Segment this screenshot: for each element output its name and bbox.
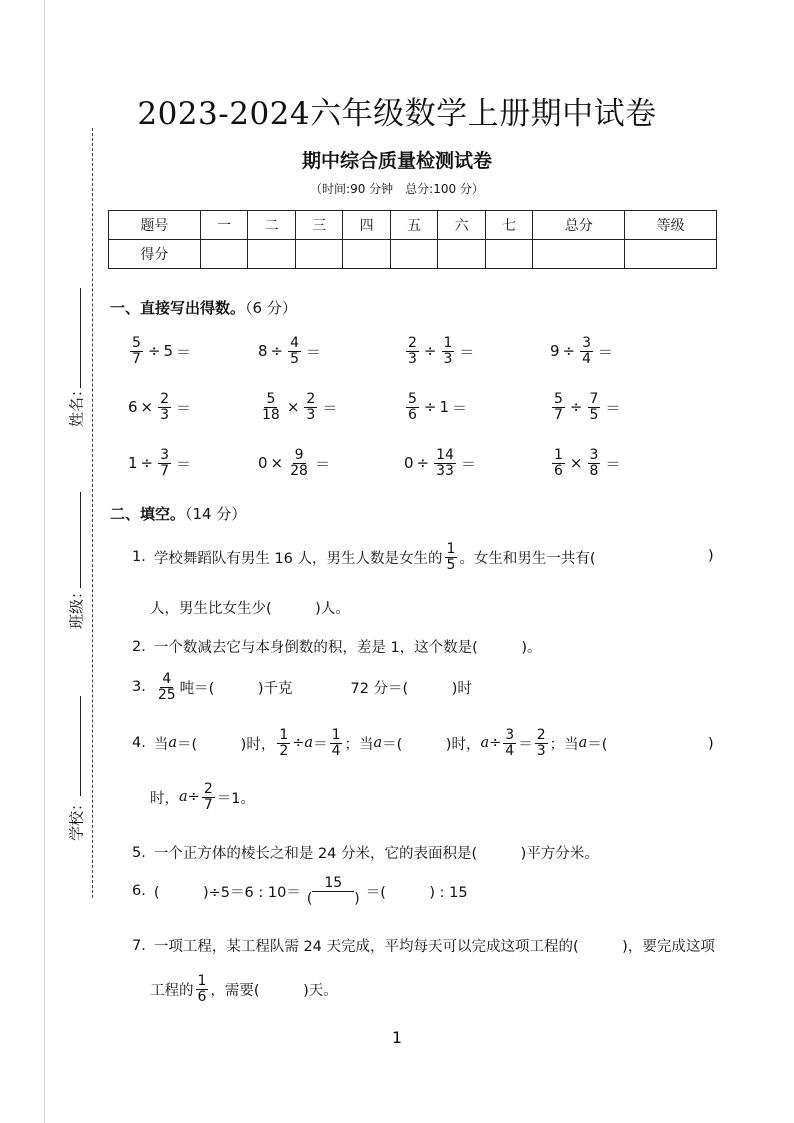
class-label: 班级： bbox=[67, 584, 86, 630]
score-table-header-row bbox=[109, 211, 717, 240]
fraction: $\frac{5}{18}$ bbox=[262, 391, 280, 423]
header-cell: 一 bbox=[200, 211, 248, 240]
calc-item-7: $\frac{5}{6}$ ÷ 1 ＝ bbox=[408, 391, 468, 423]
fraction: $\frac{4}{25}$ bbox=[157, 671, 176, 703]
page-number: 1 bbox=[391, 1028, 403, 1047]
fraction: $\frac{3}{4}$ bbox=[582, 335, 592, 367]
section-2-points: （14 分） bbox=[185, 505, 247, 523]
fraction: $\frac{7}{5}$ bbox=[589, 391, 599, 423]
header-cell: 三 bbox=[295, 211, 343, 240]
row-label-cell: 得分 bbox=[109, 240, 201, 269]
header-cell: 等级 bbox=[625, 211, 717, 240]
calc-item-4: 9 ÷ $\frac{3}{4}$ ＝ bbox=[550, 335, 614, 367]
header-cell: 总分 bbox=[533, 211, 625, 240]
calc-item-9: 1 ÷ $\frac{3}{7}$ ＝ bbox=[128, 447, 192, 479]
header-cell: 二 bbox=[248, 211, 296, 240]
calc-item-6: $\frac{5}{18}$ × $\frac{2}{3}$ ＝ bbox=[262, 391, 338, 423]
name-label: 姓名： bbox=[67, 382, 86, 428]
calc-item-5: 6 × $\frac{2}{3}$ ＝ bbox=[128, 391, 192, 423]
score-cell[interactable] bbox=[200, 240, 248, 269]
score-cell[interactable] bbox=[295, 240, 343, 269]
question-1-line-1: 1. 学校舞蹈队有男生 16 人，男生人数是女生的 $\frac{1}{5}$ 。女生和男生一共有( bbox=[132, 541, 596, 573]
fraction: $\frac{1}{5}$ bbox=[446, 541, 456, 573]
fraction: $\frac{1}{4}$ bbox=[331, 727, 341, 759]
question-7-line-2: 工程的 $\frac{1}{6}$ ，需要( )天。 bbox=[150, 973, 338, 1005]
score-cell[interactable] bbox=[485, 240, 533, 269]
header-cell: 四 bbox=[343, 211, 391, 240]
score-cell[interactable] bbox=[438, 240, 486, 269]
score-table-score-row bbox=[109, 240, 717, 269]
exam-subtitle: 期中综合质量检测试卷 bbox=[301, 150, 492, 172]
section-2-title: 二、填空。 bbox=[110, 505, 186, 523]
fraction: $\frac{1}{6}$ bbox=[554, 447, 563, 479]
section-1-heading bbox=[110, 297, 297, 318]
calc-item-10: 0 × $\frac{9}{28}$ ＝ bbox=[258, 447, 330, 479]
fraction: $\frac{1}{3}$ bbox=[443, 335, 453, 367]
fraction: $\frac{2}{7}$ bbox=[203, 781, 213, 813]
fraction: $\frac{2}{3}$ bbox=[306, 391, 316, 423]
fraction: $\frac{2}{3}$ bbox=[536, 727, 546, 759]
name-write-line bbox=[80, 288, 81, 388]
fraction: $\frac{3}{8}$ bbox=[589, 447, 599, 479]
time-and-score-note: （时间:90 分钟 总分:100 分） bbox=[310, 182, 484, 196]
fraction: $\frac{3}{7}$ bbox=[160, 447, 170, 479]
fraction: $\frac{3}{4}$ bbox=[505, 727, 515, 759]
question-4-line-2: 时， a ÷ $\frac{2}{7}$ ＝1。 bbox=[150, 781, 255, 813]
calc-item-2: 8 ÷ $\frac{4}{5}$ ＝ bbox=[258, 335, 322, 367]
fraction: $\frac{14}{33}$ bbox=[436, 447, 454, 479]
fraction: $\frac{2}{3}$ bbox=[160, 391, 170, 423]
fraction: $\frac{2}{3}$ bbox=[408, 335, 417, 367]
question-1-paren-close: ) bbox=[708, 548, 714, 564]
fraction: $\frac{1}{6}$ bbox=[197, 973, 207, 1005]
question-1-line-2: 人，男生比女生少( )人。 bbox=[150, 601, 350, 617]
class-write-line bbox=[80, 492, 81, 588]
fraction: $\frac{5}{6}$ bbox=[408, 391, 417, 423]
section-1-points: （6 分） bbox=[245, 299, 297, 317]
header-cell: 五 bbox=[390, 211, 438, 240]
section-1-title: 一、直接写出得数。 bbox=[110, 299, 246, 317]
score-cell[interactable] bbox=[533, 240, 625, 269]
question-6: 6. ( )÷5＝6 : 10＝ $\frac{15}{( )}$ ＝( ) : 15 bbox=[132, 875, 468, 907]
calc-item-12: $\frac{1}{6}$ × $\frac{3}{8}$ ＝ bbox=[554, 447, 621, 479]
calc-item-1: $\frac{5}{7}$ ÷ 5 ＝ bbox=[132, 335, 192, 367]
header-cell: 六 bbox=[438, 211, 486, 240]
score-cell[interactable] bbox=[343, 240, 391, 269]
binding-dashed-line bbox=[92, 128, 93, 898]
header-cell: 七 bbox=[485, 211, 533, 240]
section-2-heading bbox=[110, 503, 246, 524]
fraction: $\frac{5}{7}$ bbox=[554, 391, 563, 423]
question-5: 5. 一个正方体的棱长之和是 24 分米，它的表面积是( )平方分米。 bbox=[132, 844, 599, 862]
score-cell[interactable] bbox=[390, 240, 438, 269]
calc-item-11: 0 ÷ $\frac{14}{33}$ ＝ bbox=[404, 447, 476, 479]
question-7-line-1: 7. 一项工程，某工程队需 24 天完成，平均每天可以完成这项工程的( )，要完成这项 bbox=[132, 937, 715, 955]
score-cell[interactable] bbox=[625, 240, 717, 269]
header-cell: 题号 bbox=[109, 211, 201, 240]
score-table bbox=[108, 210, 717, 269]
school-label: 学校： bbox=[67, 796, 86, 842]
fraction: $\frac{4}{5}$ bbox=[290, 335, 300, 367]
score-cell[interactable] bbox=[248, 240, 296, 269]
school-write-line bbox=[80, 696, 81, 796]
fraction: $\frac{5}{7}$ bbox=[132, 335, 141, 367]
question-4-paren-close: ) bbox=[708, 736, 714, 752]
calc-item-3: $\frac{2}{3}$ ÷ $\frac{1}{3}$ ＝ bbox=[408, 335, 475, 367]
question-4-line-1: 4. 当 a ＝( )时， $\frac{1}{2}$ ÷ a ＝ $\frac{1}{4}$ ；当 a ＝( )时， a ÷ $\frac{3}{4}$ ＝ $\frac{2}{3}$ ；当 a ＝( bbox=[132, 727, 608, 759]
fraction: $\frac{1}{2}$ bbox=[279, 727, 289, 759]
calc-item-8: $\frac{5}{7}$ ÷ $\frac{7}{5}$ ＝ bbox=[554, 391, 621, 423]
page-title: 2023-2024六年级数学上册期中试卷 bbox=[137, 96, 657, 132]
question-2: 2. 一个数减去它与本身倒数的积，差是 1，这个数是( )。 bbox=[132, 638, 542, 656]
fraction: $\frac{9}{28}$ bbox=[290, 447, 308, 479]
fraction: $\frac{15}{( )}$ bbox=[306, 875, 360, 907]
question-3: 3. $\frac{4}{25}$ 吨＝( )千克 72 分＝( )时 bbox=[132, 671, 472, 703]
